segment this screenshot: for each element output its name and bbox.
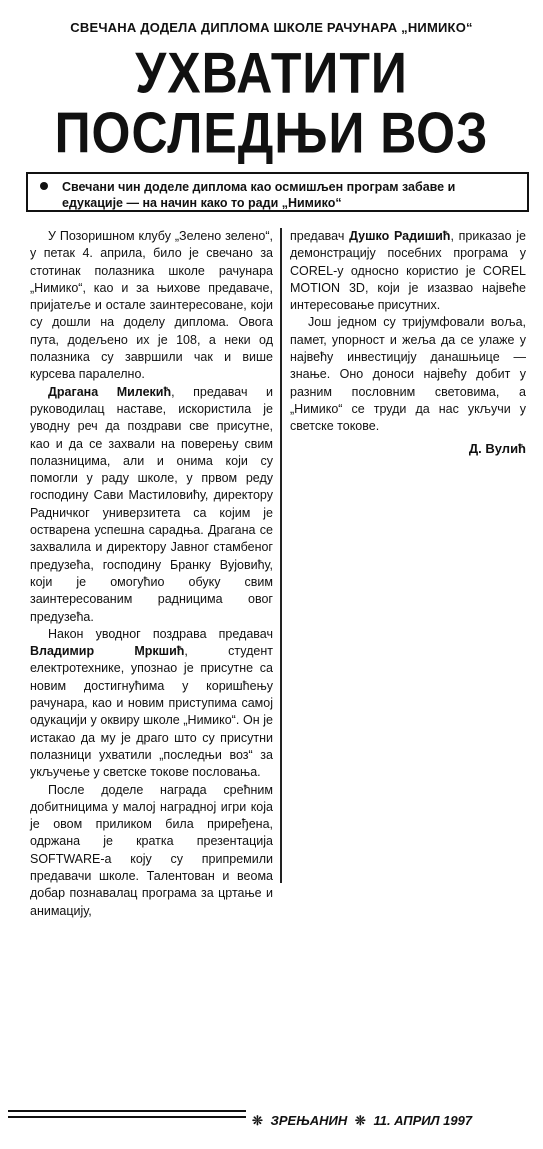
person-name: Владимир Мркшић bbox=[30, 644, 185, 659]
asterisk-icon: ❊ bbox=[252, 1113, 263, 1128]
person-name: Драгана Милекић bbox=[48, 384, 172, 399]
paragraph-text: , предавач и руководилац наставе, искористила је уводну реч да поздрави све присутне, као и да се захвали на поверењу свим полазницима, али и онима који су помогли у раду школе, у првом реду господину Сави Мастиловићу, директору Радничког универзитета са којим је остварена успешна сарадња. Драгана се захвалила и директору Јавног стамбеног предузећа, господину Бранку Вујовићу, који је омогућио обуку свим заинтересованим радницима овог предузећа. bbox=[30, 384, 273, 624]
publication-date: 11. АПРИЛ 1997 bbox=[373, 1113, 473, 1128]
bullet-icon bbox=[40, 182, 48, 190]
footer-rule-top bbox=[8, 1110, 246, 1112]
paragraph-text: У Позоришном клубу „Зелено зелено“, у петак 4. априла, било је свечано за стотинак полазника школе рачунара „Нимико“, као и за њихове предаваче, пријатеље и остале заинтересоване, који су дошли на доделу диплома. Овога пута, додељено их је 108, а неки од полазника су завршили чак и више курсева паралелно. bbox=[30, 229, 273, 382]
newspaper-name: ЗРЕЊАНИН bbox=[270, 1113, 348, 1128]
paragraph-text: , студент електротехнике, упознао је присутне са новим достигнућима у коришћењу рачунара, као и новим приступима самој одукацији у оквиру школе „Нимико“. Он је истакао да му је драго што су присутни полазници ухватили „последњи воз“ за укључење у светске токове пословања. bbox=[30, 644, 273, 780]
paragraph bbox=[30, 228, 273, 384]
paragraph bbox=[30, 626, 273, 782]
asterisk-icon: ❊ bbox=[354, 1113, 366, 1128]
signature: Д. Вулић bbox=[468, 440, 526, 456]
paragraph-text: , приказао је демонстрацију посебних програма у COREL-у односно користио је COREL MOTION 3D, који је изазвао највеће интересовање присутних. bbox=[290, 229, 526, 313]
paragraph bbox=[290, 314, 526, 435]
lead-text: Свечани чин доделе диплома као осмишљен програм забаве и едукације — на начин како то ради „Нимико“ bbox=[62, 180, 456, 210]
headline-line-2: ПОСЛЕДЊИ ВОЗ bbox=[54, 100, 489, 166]
lead-box bbox=[26, 172, 529, 212]
column-2 bbox=[290, 228, 526, 457]
footer-rule-bottom bbox=[8, 1116, 246, 1118]
person-name: Душко Радишић bbox=[349, 229, 451, 243]
kicker: СВЕЧАНА ДОДЕЛА ДИПЛОМА ШКОЛЕ РАЧУНАРА „НИМИКО“ bbox=[70, 20, 473, 35]
paragraph-text: предавач bbox=[290, 229, 350, 243]
headline-line-1: УХВАТИТИ bbox=[135, 40, 408, 106]
paragraph-text: После доделе награда срећним добитницима у малој наградној игри која је овом приликом била приређена, одржана је кратка презентација SOFTWARE-а коју су припремили предавачи школе. Талентован и веома добар познавалац програма за цртање и анимацију, bbox=[30, 782, 273, 918]
paragraph-text: Још једном су тријумфовали воља, памет, упорност и жеља да се улаже у највећу инвестицију данашњице — знање. Оно доноси највећу добит у разним пословним световима, а „Нимико“ се труди да нас укључи у светске токове. bbox=[290, 315, 526, 434]
footer bbox=[252, 1113, 543, 1129]
paragraph bbox=[290, 228, 526, 314]
paragraph-text: Након уводног поздрава предавач bbox=[48, 626, 273, 641]
column-divider bbox=[280, 228, 282, 883]
paragraph bbox=[30, 782, 273, 920]
column-1 bbox=[30, 228, 273, 920]
paragraph bbox=[30, 384, 273, 626]
